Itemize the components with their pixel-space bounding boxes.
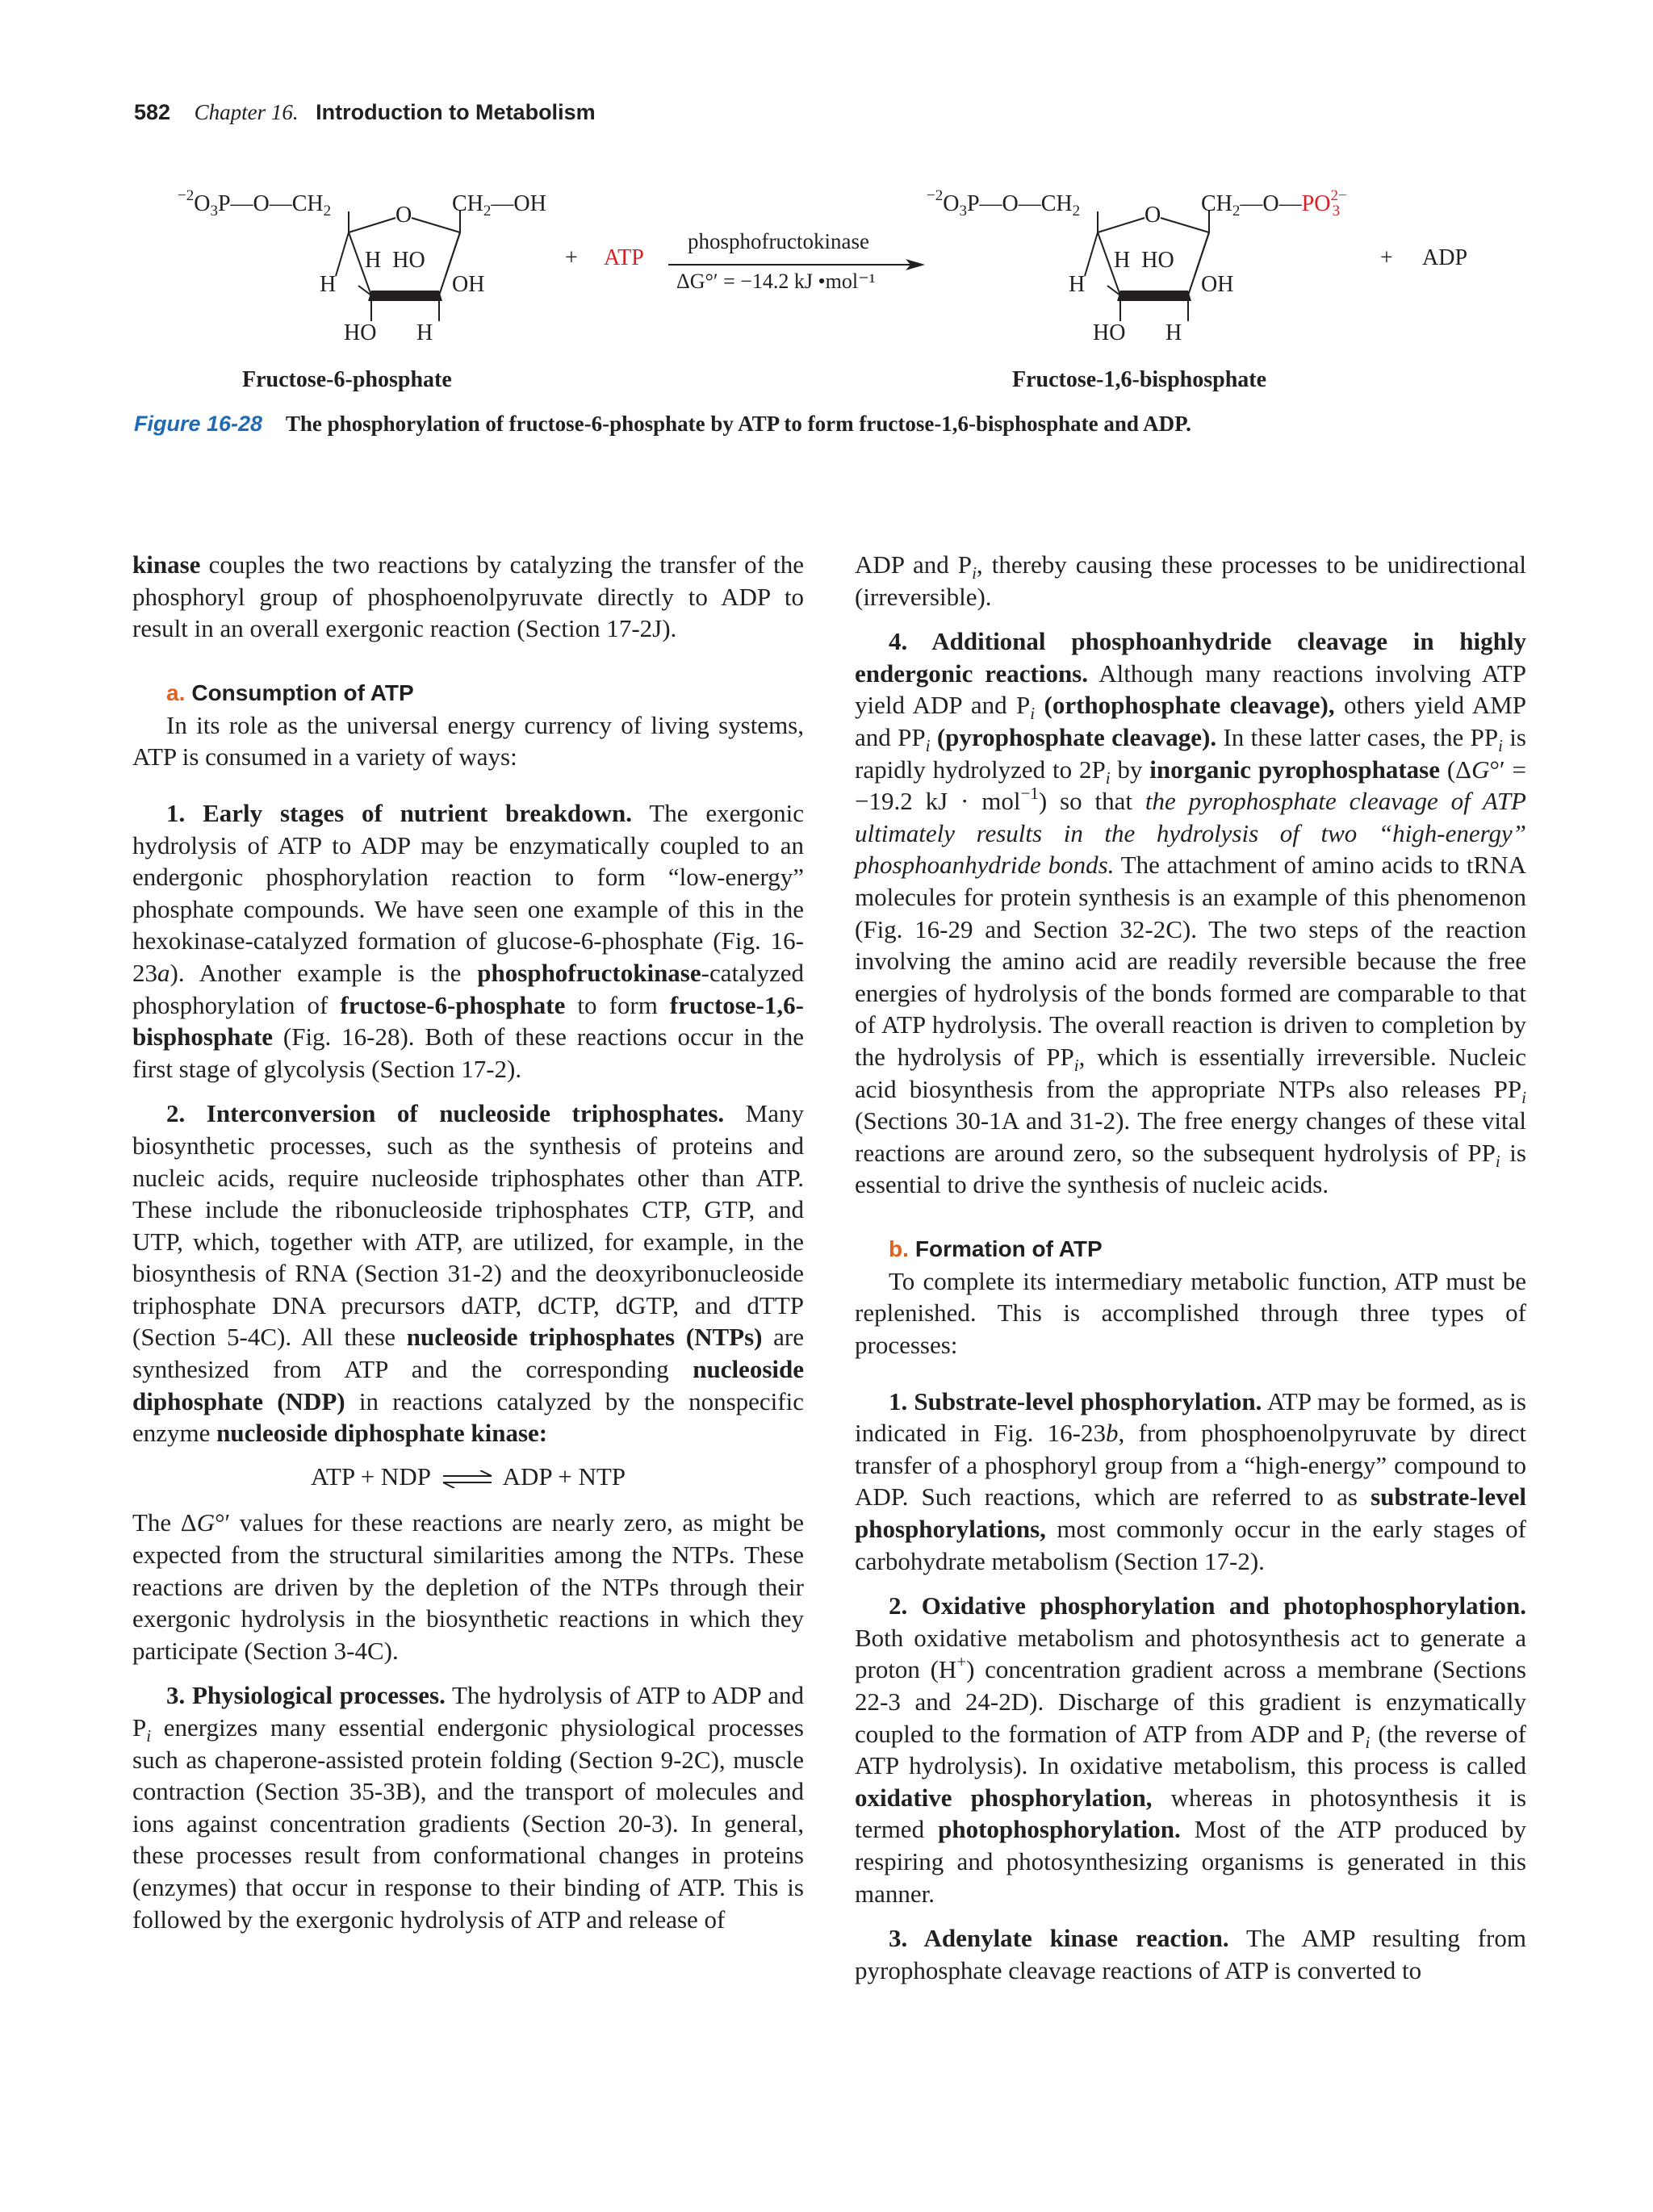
- paragraph-physiological: 3. Physiological processes. The hydrolysis of ATP to ADP and $P_i$ energizes many essential endergonic physiological processes such as chaperone-assisted protein folding (Section 9-2C), muscle contraction (Section 35-3B), and the transport of molecules and ions against concentration gradients (Section 20-3). In general, these processes result from conformational changes in proteins (enzymes) that occur in response to their binding of ATP. This is followed by the exergonic hydrolysis of ATP and release of: [132, 1681, 804, 1934]
- paragraph-phosphoanhydride: 4. Additional phosphoanhydride cleavage in highly endergonic reactions. Although many reactions involving ATP yield ADP and $P_i$ (orthophosphate cleavage), others yield AMP and $PP_i$ (pyrophosphate cleavage). In these latter cases, the $PP_i$ is rapidly hydrolyzed to $2P_i$ by inorganic pyrophosphatase (ΔG°′ = −19.2 kJ · mol$^{-1}$) so that the pyrophosphate cleavage of ATP ultimately results in the hydrolysis of two “high-energy” phosphoanhydride bonds. The attachment of amino acids to tRNA molecules for protein synthesis is an example of this phenomenon (Fig. 16-29 and Section 32-2C). The two steps of the reaction involving the amino acid are readily reversible because the free energies of hydrolysis of the bonds formed are comparable to that of ATP hydrolysis. The overall reaction is driven to completion by the hydrolysis of $PP_i$, which is essentially irreversible. Nucleic acid biosynthesis from the appropriate NTPs also releases $PP_i$ (Sections 30-1A and 31-2). The free energy changes of these vital reactions are around zero, so the subsequent hydrolysis of $PP_i$ is essential to drive the synthesis of nucleic acids.: [855, 627, 1527, 1199]
- section-b-letter: b.: [889, 1236, 909, 1261]
- section-a-title: Consumption of ATP: [191, 679, 414, 705]
- paragraph-formation-intro: To complete its intermediary metabolic function, ATP must be replenished. This is accomplished through three types of processes:: [855, 1266, 1526, 1360]
- running-header: [134, 100, 596, 125]
- paragraph-delta-g: The ΔG°′ values for these reactions are nearly zero, as might be expected from the structural similarities among the NTPs. These reactions are driven by the depletion of the NTPs through their exergonic hydrolysis in the biosynthetic reactions in which they participate (Section 3-4C).: [132, 1508, 804, 1665]
- reactant-oh-right: OH: [452, 272, 485, 297]
- delta-g-label: ΔG°′ = −14.2 kJ •mol⁻¹: [676, 270, 876, 293]
- reactant-h-left: H: [320, 272, 337, 297]
- chapter-label: Chapter 16.: [194, 100, 299, 124]
- section-b-heading: [855, 1233, 1526, 1265]
- product-ring-oxygen: O: [1145, 203, 1161, 228]
- reactant-name: Fructose-6-phosphate: [242, 367, 452, 392]
- paragraph-oxidative: 2. Oxidative phosphorylation and photophosphorylation. Both oxidative metabolism and photosynthesis act to generate a proton (H+) concentration gradient across a membrane (Sections 22-3 and 24-2D). Discharge of this gradient is enzymatically coupled to the formation of ATP from ADP and $P_i$ (the reverse of ATP hydrolysis). In oxidative metabolism, this process is called oxidative phosphorylation, whereas in photosynthesis it is termed photophosphorylation. Most of the ATP produced by respiring and photosynthesizing organisms is generated in this manner.: [855, 1591, 1527, 1908]
- equation-right: ADP + NTP: [502, 1461, 626, 1491]
- figure-label: Figure 16-28: [134, 412, 263, 436]
- paragraph-interconversion: 2. Interconversion of nucleoside triphosphates. Many biosynthetic processes, such as the synthesis of proteins and nucleic acids, require nucleoside triphosphates other than ATP. These include the ribonucleoside triphosphates CTP, GTP, and UTP, which, together with ATP, are utilized, for example, in the biosynthesis of RNA (Section 31-2) and the deoxyribonucleoside triphosphate DNA precursors dATP, dCTP, dGTP, and dTTP (Section 5-4C). All these nucleoside triphosphates (NTPs) are synthesized from ATP and the corresponding nucleoside diphosphate (NDP) in reactions catalyzed by the nonspecific enzyme nucleoside diphosphate kinase:: [132, 1099, 805, 1448]
- atp-label: ATP: [604, 245, 644, 270]
- left-column: [132, 549, 804, 1935]
- figure-caption: [134, 412, 1538, 437]
- adp-label: ADP: [1422, 245, 1468, 270]
- section-a-letter: a.: [166, 679, 186, 705]
- paragraph-substrate-level: 1. Substrate-level phosphorylation. ATP may be formed, as is indicated in Fig. 16-23b, from phosphoenolpyruvate by direct transfer of a phosphoryl group from a “high-energy” compound to ADP. Such reactions, which are referred to as substrate-level phosphorylations, most commonly occur in the early stages of carbohydrate metabolism (Section 17-2).: [855, 1386, 1527, 1575]
- product-h-left: H: [1069, 272, 1086, 297]
- reactant-ho-bottom: HO: [344, 320, 377, 345]
- equilibrium-arrow-icon: [441, 1470, 493, 1488]
- section-b-title: Formation of ATP: [914, 1236, 1103, 1261]
- right-column: [855, 549, 1526, 1986]
- product-ho-bottom: HO: [1093, 320, 1126, 345]
- reactant-ring-oxygen: O: [395, 203, 412, 228]
- page-number: 582: [134, 100, 171, 124]
- fructose-6-phosphate-structure: [178, 186, 581, 371]
- paragraph-adp-pi: ADP and $P_i$, thereby causing these processes to be unidirectional (irreversible).: [855, 550, 1526, 611]
- product-oh-right: OH: [1201, 272, 1234, 297]
- plus-sign-2: +: [1380, 245, 1393, 270]
- reactant-c1-group: $CH_2—OH$: [452, 191, 546, 220]
- paragraph-adenylate-kinase: 3. Adenylate kinase reaction. The AMP resulting from pyrophosphate cleavage reactions of ATP is converted to: [855, 1924, 1526, 1984]
- enzyme-label: phosphofructokinase: [688, 229, 869, 253]
- product-c6-phosphate: $^{-2}O_3P—O—CH_2$: [927, 187, 1081, 220]
- paragraph-consumption-intro: In its role as the universal energy currency of living systems, ATP is consumed in a variety of ways:: [132, 710, 804, 771]
- paragraph-early-stages: 1. Early stages of nutrient breakdown. The exergonic hydrolysis of ATP to ADP may be enzymatically coupled to an endergonic phosphorylation reaction to form “low-energy” phosphate compounds. We have seen one example of this in the hexokinase-catalyzed formation of glucose-6-phosphate (Fig. 16-23a). Another example is the phosphofructokinase-catalyzed phosphorylation of fructose-6-phosphate to form fructose-1,6-bisphosphate (Fig. 16-28). Both of these reactions occur in the first stage of glycolysis (Section 17-2).: [132, 798, 805, 1083]
- section-a-heading: [132, 677, 804, 709]
- fructose-1-6-bisphosphate-structure: [927, 186, 1379, 371]
- reactant-h-ho: H HO: [365, 248, 425, 273]
- reactant-h-bottom: H: [416, 320, 433, 345]
- equation-left: ATP + NDP: [310, 1461, 430, 1491]
- figure-caption-text: The phosphorylation of fructose-6-phosphate by ATP to form fructose-1,6-bisphosphate and ADP.: [285, 412, 1191, 436]
- product-h-ho: H HO: [1114, 248, 1174, 273]
- product-h-bottom: H: [1165, 320, 1182, 345]
- paragraph-kinase: kinase couples the two reactions by catalyzing the transfer of the phosphoryl group of phosphoenolpyruvate directly to ADP to result in an overall exergonic reaction (Section 17-2J).: [132, 550, 804, 643]
- product-c1-group: $CH_2—O—PO^{2-}_3$: [1201, 187, 1347, 220]
- reaction-arrow: [668, 229, 927, 294]
- ndp-equation: [132, 1461, 804, 1493]
- product-name: Fructose-1,6-bisphosphate: [1012, 367, 1267, 392]
- chapter-title: Introduction to Metabolism: [316, 100, 596, 124]
- reactant-c6-phosphate: $^{-2}O_3P—O—CH_2$: [178, 187, 332, 220]
- plus-sign-1: +: [565, 245, 578, 270]
